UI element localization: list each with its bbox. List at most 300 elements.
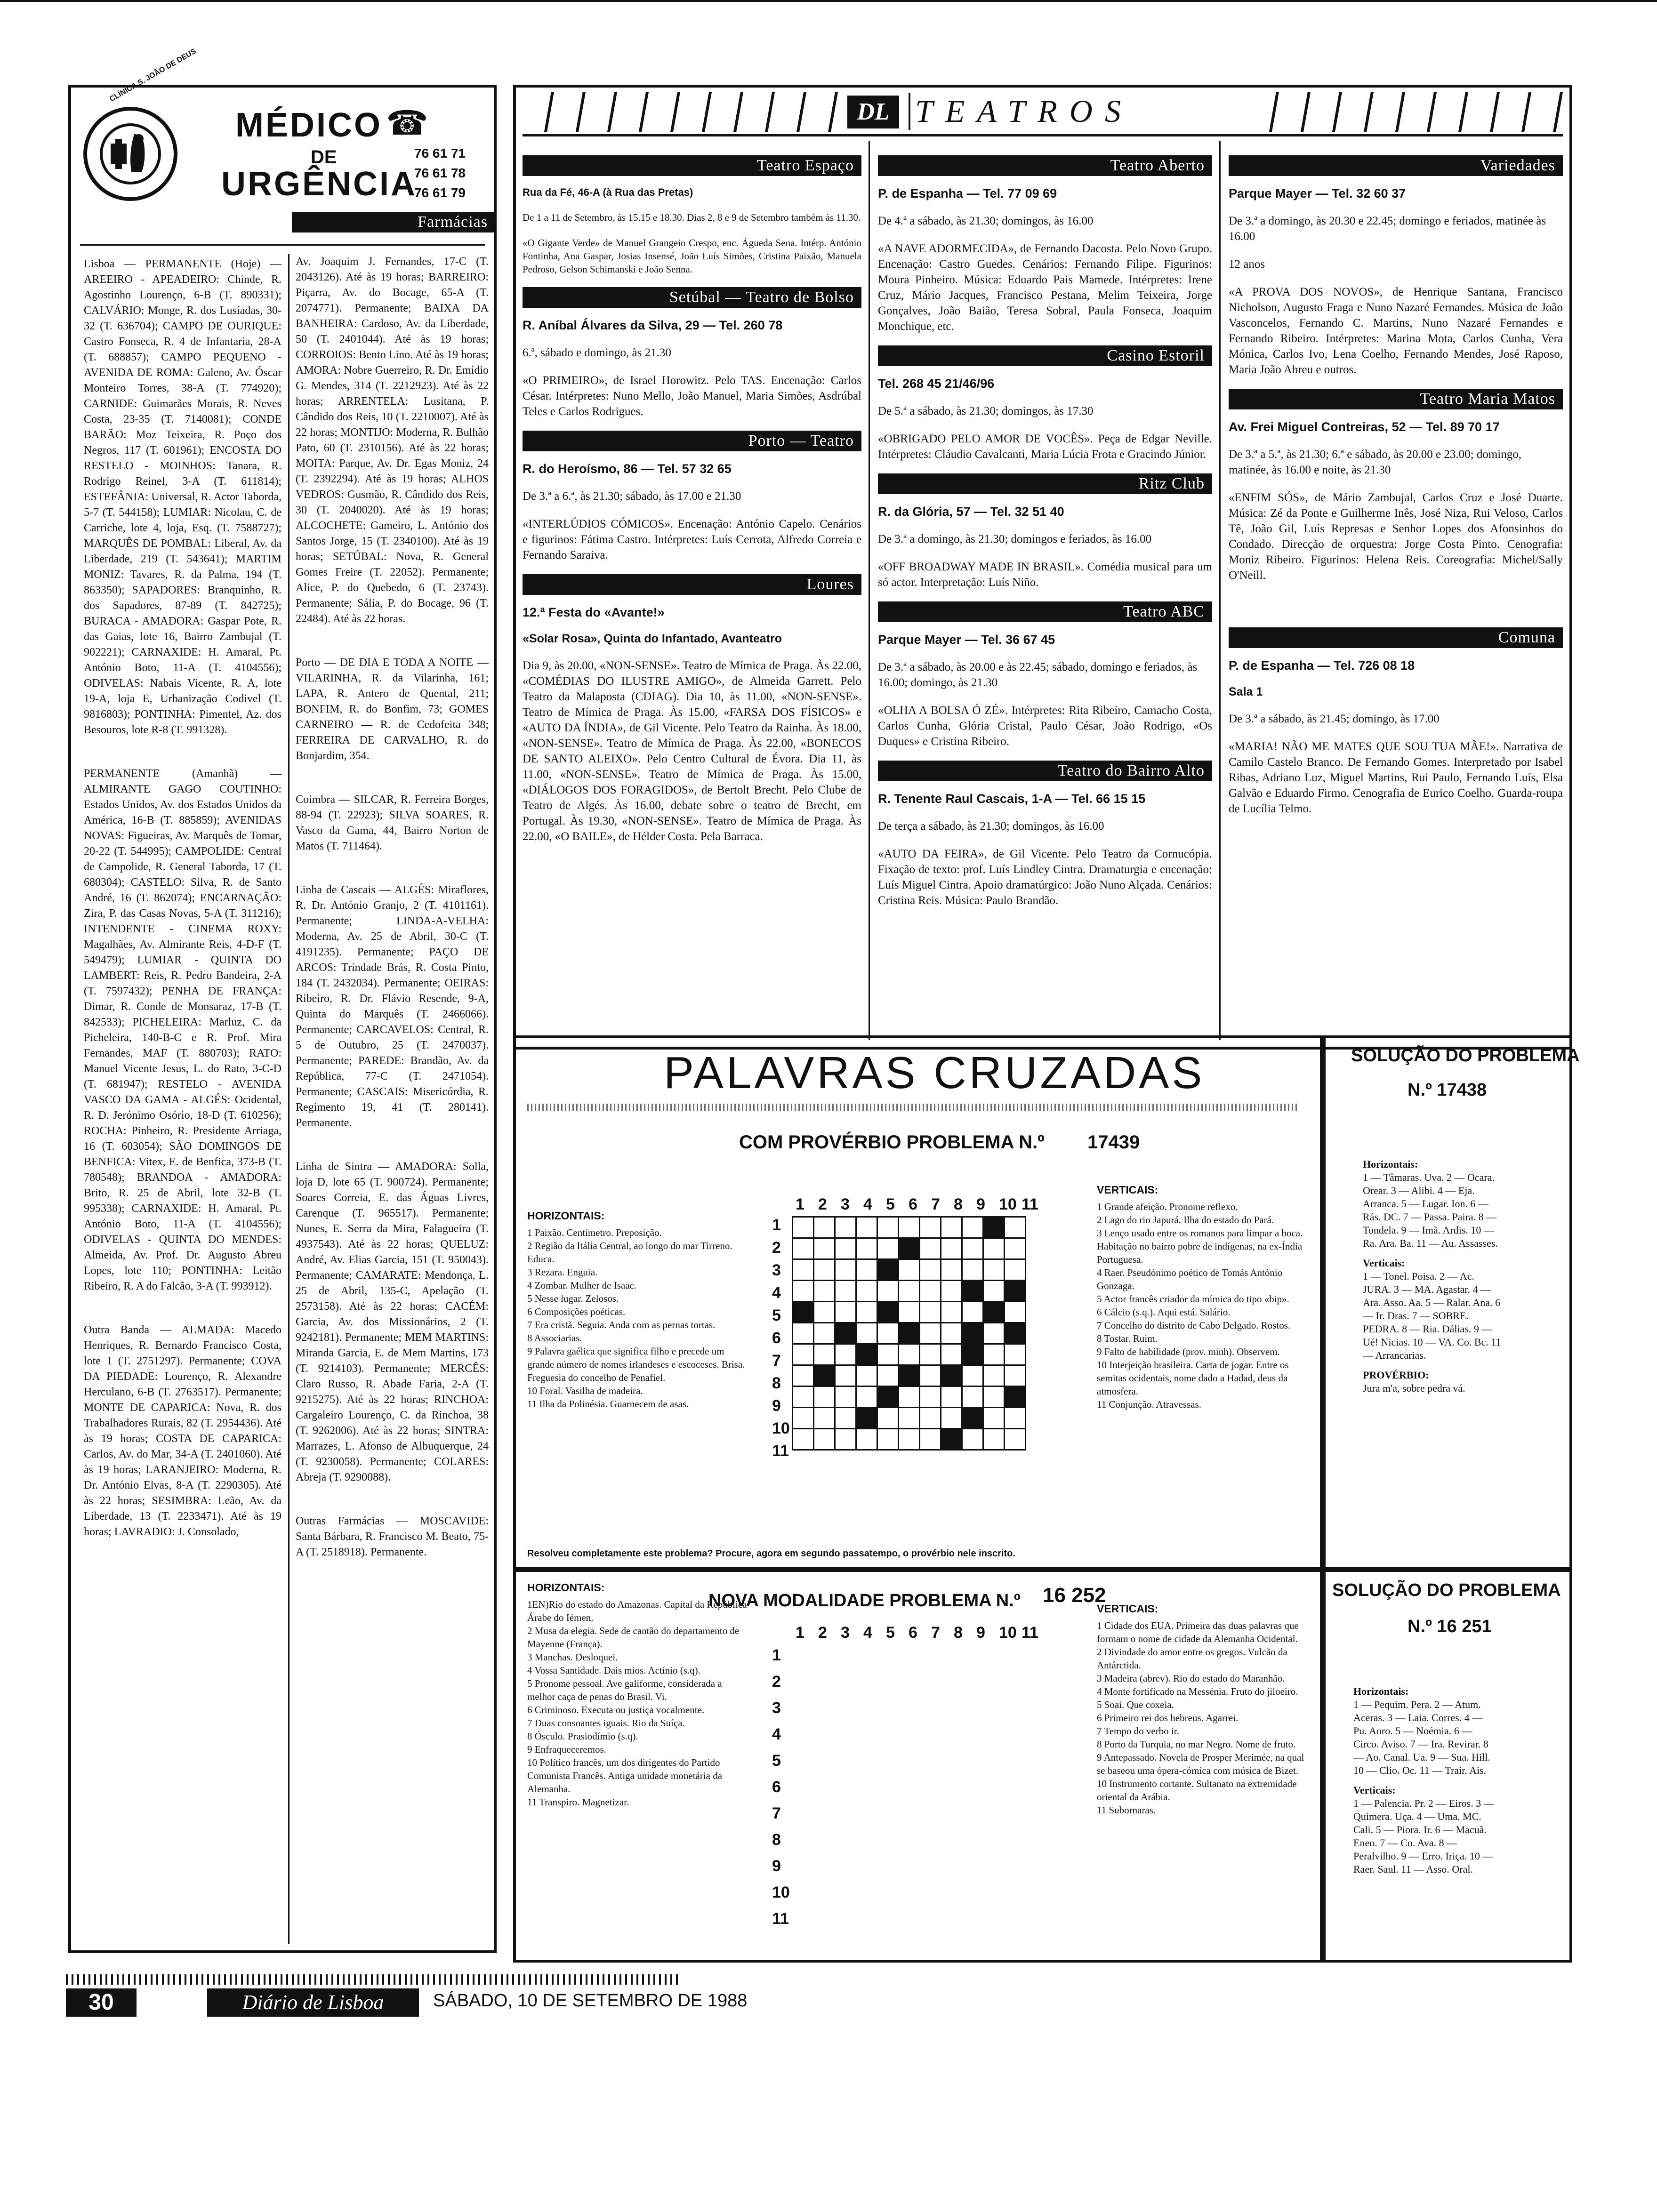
cw2-col-num: 8 (954, 1624, 963, 1642)
show-maria-matos: «ENFIM SÓS», de Mário Zambujal, Carlos Cruz e José Duarte. Música: Zé da Ponte e Guilherme Inês, José Niza, Rui Veloso, Carlos Tê, João Gil, Luís Represas e Senhor Lopes dos Afonsinhos do Condado. Direcção de orquestra: Jorge Costa Pinto. Cenografia: Moniz Ribeiro. Figurinos: Helena Reis. Coreografia: Michel/Sally O'Neill. (1229, 491, 1563, 582)
crossword-cell[interactable] (962, 1217, 983, 1238)
cw2-col-num: 4 (863, 1624, 872, 1642)
cw1-col-num: 11 (1022, 1195, 1038, 1213)
crossword-cell[interactable] (1005, 1323, 1026, 1344)
solution-2-horiz-label: Horizontais: (1353, 1685, 1409, 1697)
teatros-logo: DL (847, 96, 899, 128)
crossword-cell[interactable] (983, 1323, 1005, 1344)
phone-icon: ☎ (386, 103, 428, 143)
crossword-cell[interactable] (962, 1365, 983, 1387)
sched-loures: «Solar Rosa», Quinta do Infantado, Avanteatro (523, 632, 782, 645)
cw1-vert-clue: 11 Conjunção. Atravessas. (1097, 1399, 1202, 1410)
teatros-col-2 (878, 151, 1212, 1040)
crossword-cell[interactable] (877, 1387, 899, 1408)
medico-title: MÉDICO (235, 106, 382, 144)
cw1-row-num: 1 (772, 1216, 781, 1234)
crossword-cell[interactable] (941, 1217, 962, 1238)
pharmacy-porto: Porto — DE DIA E TODA A NOITE — VILARINHA, R. da Vilarinha, 161; LAPA, R. Antero de Quental, 211; BONFIM, R. do Bonfim, 73; GOMES CARNEIRO — R. de Cedofeita 348; FERREIRA DE CARVALHO, R. do Bonjardim, 354. (296, 657, 489, 762)
crossword-cell[interactable] (983, 1344, 1005, 1365)
crossword-1-vert-label: VERTICAIS: (1097, 1184, 1158, 1196)
footer-paper-name: Diário de Lisboa (207, 1988, 419, 2017)
crossword-cell[interactable] (920, 1344, 941, 1365)
crossword-1-number: 17439 (1087, 1132, 1140, 1153)
cw1-horiz-clue: 9 Palavra gaélica que significa filho e precede um grande número de nomes irlandeses e escoceses. Brisa. Freguesia do concelho de Penafiel. (527, 1346, 745, 1383)
crossword-cell[interactable] (899, 1217, 920, 1238)
sched-casino-estoril: De 5.ª a sábado, às 21.30; domingos, às 17.30 (878, 405, 1094, 417)
crossword-cell[interactable] (962, 1259, 983, 1281)
crossword-2-grid-area[interactable] (793, 1645, 1085, 1937)
crossword-cell[interactable] (1005, 1259, 1026, 1281)
show-variedades: «A PROVA DOS NOVOS», de Henrique Santana, Francisco Nicholson, Augusto Fraga e Nuno Nazaré Fernandes. Música de João Vasconcelos, Fernando C. Martins, Nuno Nazaré Fernandes e Fernando Ribeiro. Intérpretes: Marina Mota, Carlos Cunha, Vera Mónica, Carlos Ivo, Lena Coelho, Fernando Mendes, José Raposo, Maria João Abreu e outros. (1229, 286, 1563, 376)
solution-1-vert: 1 — Tonel. Poisa. 2 — Ac. JURA. 3 — MA. Agastar. 4 — Ara. Asso. Aa. 5 — Ralar. Ana. 6 — Ir. Dras. 7 — SOBRE. PEDRA. 8 — Ria. Dálias. 9 — Ué! Nicias. 10 — VA. Co. Bc. 11 — Arrancarias. (1363, 1270, 1501, 1361)
pharmacy-outras: Outras Farmácias — MOSCAVIDE: Santa Bárbara, R. Francisco M. Beato, 75-A (T. 2518918). Permanente. (296, 1515, 489, 1558)
cw2-row-num: 1 (772, 1646, 781, 1664)
crossword-cell[interactable] (899, 1387, 920, 1408)
addr-ritz-club: R. da Glória, 57 — Tel. 32 51 40 (878, 505, 1064, 519)
pharmacy-coimbra: Coimbra — SILCAR, R. Ferreira Borges, 88-94 (T. 22923); SILVA SOARES, R. Vasco da Gama, 44, Bairro Norton de Matos (T. 711464). (296, 793, 489, 852)
crossword-cell[interactable] (920, 1259, 941, 1281)
crossword-1-col-numbers (796, 1195, 1087, 1214)
footer-strip (66, 1974, 678, 1985)
crossword-cell[interactable] (962, 1302, 983, 1323)
cw1-col-num: 2 (818, 1195, 827, 1213)
crossword-cell[interactable] (814, 1217, 835, 1238)
crossword-cell[interactable] (814, 1387, 835, 1408)
bar-setubal: Setúbal — Teatro de Bolso (523, 287, 861, 308)
crossword-cell[interactable] (920, 1365, 941, 1387)
cw2-row-num: 3 (772, 1699, 781, 1717)
sched-teatro-aberto: De 4.ª a sábado, às 21.30; domingos, às 16.00 (878, 215, 1094, 227)
crossword-cell[interactable] (856, 1365, 877, 1387)
cw2-vert-clue: 10 Instrumento cortante. Sultanato na extremidade oriental da Arábia. (1097, 1778, 1297, 1803)
crossword-cell[interactable] (1005, 1238, 1026, 1259)
crossword-cell[interactable] (877, 1259, 899, 1281)
crossword-cell[interactable] (793, 1429, 814, 1450)
crossword-cell[interactable] (983, 1281, 1005, 1302)
crossword-cell[interactable] (835, 1323, 856, 1344)
cw1-vert-clue: 9 Falto de habilidade (prov. minh). Observem. (1097, 1346, 1280, 1357)
crossword-cell[interactable] (877, 1281, 899, 1302)
crossword-cell[interactable] (814, 1259, 835, 1281)
bar-ritz-club: Ritz Club (878, 473, 1212, 494)
sched-variedades: De 3.ª a domingo, às 20.30 e 22.45; domingo e feriados, matinée às 16.00 (1229, 215, 1546, 243)
crossword-banner: PALAVRAS CRUZADAS (664, 1048, 1205, 1098)
farmacias-bar: Farmácias (292, 212, 495, 232)
teatros-col-3 (1229, 151, 1563, 1040)
cw1-row-num: 6 (772, 1329, 781, 1347)
cw1-horiz-clue: 3 Rezara. Enguia. (527, 1266, 598, 1278)
crossword-cell[interactable] (983, 1387, 1005, 1408)
cw1-row-num: 4 (772, 1284, 781, 1302)
show-loures: Dia 9, às 20.00, «NON-SENSE». Teatro de Mímica de Praga. Às 22.00, «COMÉDIAS DO ILUSTRE AMIGO», de Almeida Garrett. Pelo Teatro da Malaposta (CDIAG). Dia 10, às 11.00, «NON-SENSE». Teatro de Mímica de Praga. Às 15.00, «FARSA DOS FÍSICOS» e «AUTO DA ÍNDIA», de Gil Vicente. Pelo Teatro da Rainha. Às 18.00, «NON-SENSE». Teatro de Mímica de Praga. Às 22.00, «BONECOS DE SANTO ALEIXO». Pelo Centro Cultural de Évora. Dia 11, às 11.00, «NON-SENSE». Teatro de Mímica de Praga. Às 15.00, «DIÁLOGOS DOS FORAGIDOS», de Bertolt Brecht. Pelo Clube de Teatro de Algés. Às 16.00, debate sobre o teatro de Brecht, em Portugal. Às 19.30, «NON-SENSE». Teatro de Mímica de Praga. Às 22.00, «O BAILE», de Hélder Costa. Pela Barraca. (523, 659, 861, 843)
footer-page-number: 30 (66, 1988, 137, 2017)
solution-2-vert-label: Verticais: (1353, 1784, 1396, 1796)
crossword-cell[interactable] (899, 1302, 920, 1323)
crossword-1-horiz (527, 1205, 748, 1411)
cw1-row-num: 9 (772, 1397, 781, 1415)
sched-setubal: 6.ª, sábado e domingo, às 21.30 (523, 346, 671, 359)
cw1-vert-clue: 8 Tostar. Ruim. (1097, 1333, 1158, 1344)
crossword-cell[interactable] (856, 1281, 877, 1302)
crossword-cell[interactable] (793, 1387, 814, 1408)
cw1-horiz-clue: 8 Associarias. (527, 1332, 582, 1344)
teatros-col-1 (523, 151, 861, 1040)
pharmacy-sintra: Linha de Sintra — AMADORA: Solla, loja D, lote 65 (T. 900724). Permanente; Soares Correia, E. das Águas Livres, Carenque (T. 965517). Permanente; Nunes, E. Serra da Mira, Falagueira (T. 4937543). Até às 22 horas; QUELUZ: André, Av. Elias Garcia, 151 (T. 950043). Permanente; CAMARATE: Mendonça, L. 25 de Abril, 135-C, Apelação (T. 2573158). Até às 22 horas; CACÉM: Garcia, Av. dos Missionários, 2 (T. 9242181). Permanente; MEM MARTINS: Miranda Garcia, E. de Mem Martins, 173 (T. 9214103). Permanente; MERCÊS: Claro Russo, R. Abade Faria, 2-A (T. 9215275). Até às 22 horas; RINCHOA: Cargaleiro Lourenço, C. da Rinchoa, 38 (T. 9262006). Até às 22 horas; SINTRA: Marrazes, L. Afonso de Albuquerque, 24 (T. 9230058). Permanente; COLARES: Abreja (T. 9290088). (296, 1161, 489, 1483)
crossword-cell[interactable] (920, 1217, 941, 1238)
crossword-cell[interactable] (1005, 1281, 1026, 1302)
crossword-cell[interactable] (856, 1217, 877, 1238)
crossword-cell[interactable] (814, 1408, 835, 1429)
crossword-1-row-numbers (772, 1216, 791, 1465)
addr-loures: 12.ª Festa do «Avante!» (523, 605, 665, 619)
solution-2-vert: 1 — Palencia. Pr. 2 — Eiros. 3 — Quimera. Uça. 4 — Uma. MC. Cali. 5 — Piora. Ir. 6 — Macuã. Eneo. 7 — Co. Ava. 8 — Peralvilho. 9 — Erro. Iriça. 10 — Raer. Saul. 11 — Asso. Oral. (1353, 1797, 1494, 1875)
crossword-cell[interactable] (856, 1408, 877, 1429)
pharmacy-outra-banda: Outra Banda — ALMADA: Macedo Henriques, R. Bernardo Francisco Costa, lote 1 (T. 2751297). Permanente; COVA DA PIEDADE: Lourenço, R. Alexandre Herculano, 6-B (T. 2763517). Permanente; MONTE DE CAPARICA: Nova, R. dos Trabalhadores Rurais, 82 (T. 2954436). Até às 19 horas; COSTA DE CAPARICA: Carlos, Av. do Mar, 34-A (T. 2401060). Até às 19 horas; LARANJEIRO: Moderna, R. Dr. António Elvas, 8-A (T. 2290305). Até às 22 horas; SESIMBRA: Leão, Av. da Liberdade, 13 (T. 2233471). Até às 19 horas; LAVRADIO: J. Consolado, (84, 1324, 282, 1538)
cw2-col-num: 3 (841, 1624, 850, 1642)
sched-porto: De 3.ª a 6.ª, às 21.30; sábado, às 17.00 e 21.30 (523, 490, 741, 503)
solution-2-body (1353, 1685, 1495, 1883)
bar-teatro-abc: Teatro ABC (878, 601, 1212, 622)
crossword-cell[interactable] (899, 1365, 920, 1387)
crossword-cell[interactable] (877, 1365, 899, 1387)
sala-comuna: Sala 1 (1229, 685, 1263, 698)
crossword-cell[interactable] (793, 1408, 814, 1429)
cw1-vert-clue: 5 Actor francês criador da mímica do tipo «bip». (1097, 1293, 1289, 1305)
crossword-cell[interactable] (793, 1281, 814, 1302)
cw1-col-num: 7 (931, 1195, 940, 1213)
cw1-col-num: 8 (954, 1195, 963, 1213)
crossword-cell[interactable] (877, 1217, 899, 1238)
crossword-cell[interactable] (983, 1429, 1005, 1450)
cw2-vert-clue: 1 Cidade dos EUA. Primeira das duas palavras que formam o nome de cidade da Alemanha Ocidental. (1097, 1620, 1299, 1644)
addr-teatro-aberto: P. de Espanha — Tel. 77 09 69 (878, 186, 1057, 200)
crossword-cell[interactable] (962, 1408, 983, 1429)
cw1-col-num: 6 (909, 1195, 917, 1213)
cw2-row-num: 10 (772, 1883, 790, 1901)
crossword-cell[interactable] (941, 1344, 962, 1365)
crossword-cell[interactable] (877, 1323, 899, 1344)
clinic-logo-text: CLÍNICA S. JOÃO DE DEUS (108, 47, 198, 104)
crossword-cell[interactable] (856, 1302, 877, 1323)
cw2-row-num: 9 (772, 1857, 781, 1875)
crossword-cell[interactable] (962, 1323, 983, 1344)
crossword-cell[interactable] (877, 1344, 899, 1365)
cw1-horiz-clue: 11 Ilha da Polinésia. Guarnecem de asas. (527, 1398, 689, 1410)
crossword-cell[interactable] (814, 1238, 835, 1259)
cw2-row-num: 4 (772, 1725, 781, 1743)
crossword-cell[interactable] (920, 1238, 941, 1259)
crossword-cell[interactable] (899, 1344, 920, 1365)
crossword-cell[interactable] (814, 1429, 835, 1450)
bar-bairro-alto: Teatro do Bairro Alto (878, 761, 1212, 781)
crossword-1-grid[interactable] (792, 1216, 1026, 1451)
sched-teatro-espaco: De 1 a 11 de Setembro, às 15.15 e 18.30. Dias 2, 8 e 9 de Setembro também às 11.30. (523, 212, 861, 223)
crossword-cell[interactable] (899, 1281, 920, 1302)
crossword-cell[interactable] (793, 1323, 814, 1344)
addr-casino-estoril: Tel. 268 45 21/46/96 (878, 377, 995, 391)
solution-1-proverb-label: PROVÉRBIO: (1363, 1369, 1429, 1381)
solution-2-number: N.º 16 251 (1408, 1617, 1492, 1636)
show-teatro-espaco: «O Gigante Verde» de Manuel Grangeio Crespo, enc. Águeda Sena. Intérp. António Fontinha, Ana Gaspar, Josias Insensé, João Luís Simões, Cristina Paixão, Manuela Pedroso, Gelson Schimanski e João Senna. (523, 237, 861, 275)
crossword-cell[interactable] (856, 1238, 877, 1259)
crossword-cell[interactable] (835, 1344, 856, 1365)
crossword-2-col-numbers (796, 1624, 1087, 1643)
solution-1-number: N.º 17438 (1408, 1080, 1487, 1100)
crossword-cell[interactable] (835, 1387, 856, 1408)
solution-2-title: SOLUÇÃO DO PROBLEMA (1332, 1580, 1561, 1600)
crossword-cell[interactable] (899, 1408, 920, 1429)
cw2-vert-clue: 2 Divindade do amor entre os gregos. Vulcão da Antárctida. (1097, 1646, 1287, 1671)
crossword-cell[interactable] (899, 1429, 920, 1450)
cw1-row-num: 10 (772, 1419, 790, 1437)
cw1-horiz-clue: 10 Foral. Vasilha de madeira. (527, 1385, 643, 1396)
crossword-cell[interactable] (1005, 1217, 1026, 1238)
cw2-row-num: 6 (772, 1778, 781, 1796)
addr-maria-matos: Av. Frei Miguel Contreiras, 52 — Tel. 89 70 17 (1229, 420, 1500, 434)
crossword-2-row-numbers (772, 1646, 791, 1936)
show-porto: «INTERLÚDIOS CÓMICOS». Encenação: António Capelo. Cenários e figurinos: Fátima Castro. Intérpretes: Luís Cerrota, Alfredo Correia e Fernando Saraiva. (523, 518, 861, 561)
cw2-vert-clue: 9 Antepassado. Novela de Prosper Merimée, na qual se baseou uma ópera-cómica com música de Bizet. (1097, 1752, 1304, 1776)
cw2-vert-clue: 6 Primeiro rei dos hebreus. Agarrei. (1097, 1712, 1239, 1723)
crossword-cell[interactable] (814, 1302, 835, 1323)
crossword-cell[interactable] (941, 1408, 962, 1429)
crossword-cell[interactable] (920, 1429, 941, 1450)
crossword-cell[interactable] (899, 1259, 920, 1281)
crossword-cell[interactable] (835, 1302, 856, 1323)
cw2-row-num: 5 (772, 1752, 781, 1770)
cw2-col-num: 5 (886, 1624, 895, 1642)
sched-teatro-abc: De 3.ª a sábado, às 20.00 e às 22.45; sábado, domingo e feriados, às 16.00; domingo, às 21.30 (878, 661, 1198, 689)
crossword-cell[interactable] (856, 1323, 877, 1344)
crossword-cell[interactable] (920, 1302, 941, 1323)
crossword-cell[interactable] (983, 1217, 1005, 1238)
cw1-row-num: 2 (772, 1239, 781, 1257)
cw2-vert-clue: 11 Subornaras. (1097, 1804, 1156, 1816)
cw2-col-num: 9 (976, 1624, 985, 1642)
cw1-horiz-clue: 6 Composições poéticas. (527, 1306, 626, 1317)
sched-bairro-alto: De terça a sábado, às 21.30; domingos, às 16.00 (878, 820, 1104, 833)
cw1-row-num: 8 (772, 1374, 781, 1392)
crossword-cell[interactable] (1005, 1344, 1026, 1365)
crossword-cell[interactable] (920, 1323, 941, 1344)
crossword-cell[interactable] (835, 1238, 856, 1259)
crossword-cell[interactable] (983, 1408, 1005, 1429)
crossword-cell[interactable] (941, 1387, 962, 1408)
crossword-cell[interactable] (793, 1344, 814, 1365)
cw2-col-num: 2 (818, 1624, 827, 1642)
pharmacy-col-2 (296, 254, 489, 1944)
cw1-horiz-clue: 7 Era cristã. Seguia. Anda com as pernas tortas. (527, 1319, 716, 1330)
cw1-horiz-clue: 2 Região da Itália Central, ao longo do mar Tirreno. Educa. (527, 1240, 732, 1265)
crossword-2-vert-label: VERTICAIS: (1097, 1603, 1158, 1615)
crossword-cell[interactable] (814, 1323, 835, 1344)
crossword-cell[interactable] (1005, 1302, 1026, 1323)
crossword-cell[interactable] (877, 1429, 899, 1450)
medico-phone-2: 76 61 78 (414, 166, 466, 180)
crossword-cell[interactable] (877, 1238, 899, 1259)
crossword-cell[interactable] (856, 1344, 877, 1365)
cw1-row-num: 7 (772, 1352, 781, 1370)
cw1-col-num: 1 (796, 1195, 804, 1213)
crossword-cell[interactable] (856, 1259, 877, 1281)
solution-1-horiz-label: Horizontais: (1363, 1158, 1418, 1170)
crossword-1-horiz-label: HORIZONTAIS: (527, 1210, 605, 1222)
cw2-horiz-clue: 3 Manchas. Desloquei. (527, 1651, 618, 1663)
crossword-cell[interactable] (962, 1387, 983, 1408)
crossword-cell[interactable] (856, 1387, 877, 1408)
bar-comuna: Comuna (1229, 627, 1563, 648)
crossword-cell[interactable] (941, 1302, 962, 1323)
crossword-cell[interactable] (941, 1259, 962, 1281)
crossword-cell[interactable] (941, 1238, 962, 1259)
cw2-horiz-clue: 11 Transpiro. Magnetizar. (527, 1796, 629, 1808)
show-ritz-club: «OFF BROADWAY MADE IN BRASIL». Comédia musical para um só actor. Interpretação: Luís Niño. (878, 561, 1212, 589)
pharmacy-lisboa-today: Lisboa — PERMANENTE (Hoje) — AREEIRO - APEADEIRO: Chinde, R. Agostinho Lourenço, 6-B (T. 890331); CALVÁRIO: Monge, R. dos Lusíadas, 30-32 (T. 636704); CAMPO DE OURIQUE: Castro Fonseca, R. 4 de Infantaria, 28-A (T. 688857); CAMPO PEQUENO - AVENIDA DE ROMA: Galeno, Av. Óscar Monteiro Torres, 38-A (T. 774920); CARNIDE: Guimarães Morais, R. Neves Costa, 23-35 (T. 7140081); CONDE BARÃO: Moz Teixeira, R. Poço dos Negros, 117 (T. 601961); ENCOSTA DO RESTELO - MOINHOS: Tanara, R. Rodrigo Reinel, 3-A (T. 611814); ESTEFÂNIA: Universal, R. Actor Taborda, 5-7 (T. 544158); LUMIAR: Nicolau, C. de Carriche, lote 4, loja, Esq. (T. 7588727); MARQUÊS DE POMBAL: Liberal, Av. da Liberdade, 219 (T. 543641); MARTIM MONIZ: Tavares, R. da Palma, 194 (T. 863350); SAPADORES: Branquinho, R. dos Sapadores, 87-89 (T. 842725); BURACA - AMADORA: Gaspar Pote, R. das Gaias, lote 16, Bairro Zambujal (T. 902221); CARNAXIDE: H. Amaral, Pt. António Boto, 11-A (T. 4104556); ODIVELAS: Nabais Vicente, R. A, lote 19-A, loja E, Urbanização Codivel (T. 9816803); PONTINHA: Pimentel, Az. dos Besouros, lote R-8 (T. 991328). (84, 258, 282, 736)
show-casino-estoril: «OBRIGADO PELO AMOR DE VOCÊS». Peça de Edgar Neville. Intérpretes: Cláudio Cavalcanti, Maria Lúcia Frota e Gracindo Júnior. (878, 433, 1212, 461)
crossword-2-vert (1097, 1598, 1313, 1817)
cw2-col-num: 10 (999, 1624, 1017, 1642)
crossword-cell[interactable] (962, 1429, 983, 1450)
crossword-cell[interactable] (920, 1408, 941, 1429)
crossword-cell[interactable] (856, 1429, 877, 1450)
crossword-cell[interactable] (983, 1259, 1005, 1281)
cw1-row-num: 11 (772, 1442, 789, 1460)
crossword-cell[interactable] (793, 1238, 814, 1259)
crossword-cell[interactable] (962, 1344, 983, 1365)
pharmacy-col-1 (84, 256, 282, 1946)
cw2-horiz-clue: 8 Ósculo. Prasiodímio (s.q). (527, 1731, 638, 1742)
crossword-cell[interactable] (835, 1281, 856, 1302)
crossword-cell[interactable] (835, 1259, 856, 1281)
show-comuna: «MARIA! NÃO ME MATES QUE SOU TUA MÃE!». Narrativa de Camilo Castelo Branco. De Fernando Gomes. Interpretado por Isabel Ribas, Adriano Luz, Miguel Martins, Rui Paulo, Fernando Luís, Elsa Galvão e Eduardo Firmo. Cenografia de Eurico Coelho. Guarda-roupa de Lucília Telmo. (1229, 740, 1563, 815)
clinic-logo (82, 106, 179, 202)
bar-casino-estoril: Casino Estoril (878, 345, 1212, 366)
show-bairro-alto: «AUTO DA FEIRA», de Gil Vicente. Pelo Teatro da Cornucópia. Fixação de texto: prof. Luís Lindley Cintra. Dramaturgia e encenação: Luís Miguel Cintra. Apoio dramatúrgico: João Nuno Alçada. Cenários: Cristina Reis. Música: Paulo Brandão. (878, 848, 1212, 907)
addr-teatro-espaco: Rua da Fé, 46-A (à Rua das Pretas) (523, 186, 693, 198)
bar-porto: Porto — Teatro (523, 431, 861, 451)
medico-phone-1: 76 61 71 (414, 146, 466, 160)
cw2-horiz-clue: 1EN)Rio do estado do Amazonas. Capital da República Árabe do Iémen. (527, 1599, 747, 1623)
addr-variedades: Parque Mayer — Tel. 32 60 37 (1229, 186, 1406, 200)
cw2-col-num: 11 (1022, 1624, 1038, 1642)
crossword-cell[interactable] (793, 1302, 814, 1323)
crossword-cell[interactable] (877, 1408, 899, 1429)
cw2-vert-clue: 8 Porto da Turquia, no mar Negro. Nome de fruto. (1097, 1739, 1296, 1750)
cw1-col-num: 5 (886, 1195, 895, 1213)
addr-porto: R. do Heroísmo, 86 — Tel. 57 32 65 (523, 462, 732, 476)
addr-setubal: R. Aníbal Álvares da Silva, 29 — Tel. 260 78 (523, 318, 783, 332)
crossword-cell[interactable] (835, 1217, 856, 1238)
crossword-cell[interactable] (941, 1365, 962, 1387)
solution-2-horiz: 1 — Pequim. Pera. 2 — Atum. Aceras. 3 — Laia. Corres. 4 — Pu. Aoro. 5 — Noémia. 6 — Circo. Aviso. 7 — Ira. Revirar. 8 — Ao. Canal. Ua. 9 — Sua. Hill. 10 — Clio. Oc. 11 — Trair. Ais. (1353, 1699, 1490, 1776)
crossword-cell[interactable] (941, 1429, 962, 1450)
pharmacy-outra-banda-cont: Av. Joaquim J. Fernandes, 17-C (T. 2043126). Até às 19 horas; BARREIRO: Piçarra, Av. do Bocage, 65-A (T. 2074771). Permanente; BAIXA DA BANHEIRA: Cardoso, Av. da Liberdade, 50 (T. 2401044). Até às 19 horas; CORROIOS: Bento Lino. Até às 19 horas; AMORA: Nobre Guerreiro, R. Dr. Emídio G. Mendes, 314 (T. 2212923). Até às 22 horas; ARRENTELA: Lusitana, P. Cândido dos Reis, 10 (T. 2210007). Até às 22 horas; MONTIJO: Moderna, R. Bulhão Pato, 60 (T. 2310156). Até às 22 horas; MOITA: Parque, Av. Dr. Egas Moniz, 24 (T. 2392294). Até às 19 horas; ALHOS VEDROS: Gusmão, R. Cândido dos Reis, 30 (T. 2040020). Até às 19 horas; ALCOCHETE: Gameiro, L. António dos Santos Jorge, 15 (T. 2340100). Até às 19 horas; SETÚBAL: Nova, R. General Gomes Freire (T. 22052). Permanente; Alice, P. do Quebedo, 6 (T. 23743). Permanente; Sália, P. do Bocage, 96 (T. 22484). Até às 22 horas. (296, 256, 489, 625)
crossword-cell[interactable] (941, 1281, 962, 1302)
crossword-cell[interactable] (793, 1365, 814, 1387)
crossword-1-footer: Resolveu completamente este problema? Procure, agora em segundo passatempo, o provérbio nele inscrito. (527, 1548, 1015, 1559)
crossword-cell[interactable] (793, 1217, 814, 1238)
cw1-vert-clue: 10 Interjeição brasileira. Carta de jogar. Entre os semitas ocidentais, nome dado a Hadad, deus da atmosfera. (1097, 1359, 1289, 1397)
crossword-cell[interactable] (1005, 1429, 1026, 1450)
cw2-vert-clue: 7 Tempo do verbo ir. (1097, 1725, 1179, 1737)
crossword-cell[interactable] (835, 1365, 856, 1387)
cw2-horiz-clue: 5 Pronome pessoal. Ave galiforme, considerada a melhor caça de penas do Brasil. Vi. (527, 1678, 722, 1702)
crossword-cell[interactable] (983, 1365, 1005, 1387)
crossword-cell[interactable] (983, 1302, 1005, 1323)
crossword-2-title: NOVA MODALIDADE PROBLEMA N.º (708, 1591, 1021, 1611)
pharmacy-lisboa-tomorrow: PERMANENTE (Amanhã) — ALMIRANTE GAGO COUTINHO: Estados Unidos, Av. dos Estados Unidos da América, 16-B (T. 885859); AVENIDAS NOVAS: Figueiras, Av. Marquês de Tomar, 20-22 (T. 544995); CAMPOLIDE: Central de Campolide, R. General Taborda, 17 (T. 680304); CASTELO: Silva, R. de Santo André, 16 (T. 862074); ENCARNAÇÃO: Zira, P. das Casas Novas, 5-A (T. 311216); INTENDENTE - CINEMA ROXY: Magalhães, Av. Almirante Reis, 4-D-F (T. 549479); LUMIAR - QUINTA DO LAMBERT: Reis, R. Pedro Bandeira, 2-A (T. 7597432); PENHA DE FRANÇA: Dimar, R. Conde de Monsaraz, 17-B (T. 842533); PICHELEIRA: Marluz, C. da Picheleira, 140-B-C e R. Prof. Mira Fernandes, MAF (T. 880703); RATO: Manuel Vicente Jesus, L. do Rato, 3-C-D (T. 681947); RESTELO - AVENIDA VASCO DA GAMA - ALGÉS: Ocidental, R. D. Jerónimo Osório, 18-D (T. 610256); ROCHA: Pinheiro, R. Presidente Arriaga, 16 (T. 603054); SÃO DOMINGOS DE BENFICA: Vitex, E. de Benfica, 373-B (T. 780548); BRANDOA - AMADORA: Brito, R. 25 de Abril, lote 32-B (T. 995338); CARNAXIDE: H. Amaral, Pt. António Boto, 11-A (T. 4104556); ODIVELAS - QUINTA DO MENDES: Almeida, Av. Prof. Dr. Augusto Abreu Lopes, lote 110; PONTINHA: Leitão Ribeiro, R. A do Falcão, 3-A (T. 993912). (84, 768, 282, 1292)
show-setubal: «O PRIMEIRO», de Israel Horowitz. Pelo TAS. Encenação: Carlos César. Intérpretes: Nuno Mello, João Manuel, Maria Simões, Asdrúbal Teles e Carlos Rodrigues. (523, 374, 861, 418)
cw2-horiz-clue: 2 Musa da elegia. Sede de cantão do departamento de Mayenne (França). (527, 1625, 740, 1650)
crossword-cell[interactable] (835, 1429, 856, 1450)
crossword-cell[interactable] (835, 1408, 856, 1429)
bar-loures: Loures (523, 574, 861, 595)
addr-teatro-abc: Parque Mayer — Tel. 36 67 45 (878, 633, 1055, 647)
crossword-cell[interactable] (962, 1281, 983, 1302)
crossword-cell[interactable] (814, 1281, 835, 1302)
teatros-header (523, 92, 1563, 136)
cw1-vert-clue: 3 Lenço usado entre os romanos para limpar a boca. Habitação no bairro pobre de indígenas, na ex-Índia Portuguesa. (1097, 1227, 1303, 1265)
bar-teatro-espaco: Teatro Espaço (523, 155, 861, 176)
cw2-row-num: 11 (772, 1910, 789, 1928)
solution-1-proverb: Jura m'a, sobre pedra vá. (1363, 1382, 1465, 1394)
sched-maria-matos: De 3.ª a 5.ª, às 21.30; 6.ª e sábado, às 20.00 e 23.00; domingo, matinée, às 16.00 e noite, às 21.30 (1229, 448, 1521, 476)
cw1-horiz-clue: 4 Zombar. Mulher de Isaac. (527, 1280, 637, 1291)
crossword-cell[interactable] (1005, 1408, 1026, 1429)
cw1-row-num: 3 (772, 1261, 781, 1279)
cw1-horiz-clue: 1 Paixão. Centímetro. Preposição. (527, 1227, 662, 1238)
crossword-cell[interactable] (793, 1259, 814, 1281)
solution-1-horiz: 1 — Tâmaras. Uva. 2 — Ocara. Orear. 3 — Alibi. 4 — Eja. Arranca. 5 — Lugar. Ion. 6 — Rás. DC. 7 — Passa. Paira. 8 — Tondela. 9 — Imã. Ardis. 10 — Ra. Ara. Ba. 11 — Au. Assasses. (1363, 1171, 1498, 1249)
bar-maria-matos: Teatro Maria Matos (1229, 389, 1563, 409)
crossword-cell[interactable] (877, 1302, 899, 1323)
footer-date: SÁBADO, 10 DE SETEMBRO DE 1988 (433, 1991, 748, 2011)
cw1-vert-clue: 4 Raer. Pseudónimo poético de Tomás António Gonzaga. (1097, 1267, 1283, 1291)
medico-de: DE (311, 147, 337, 168)
cw1-vert-clue: 7 Concelho do distrito de Cabo Delgado. Rostos. (1097, 1320, 1291, 1331)
crossword-cell[interactable] (962, 1238, 983, 1259)
cw2-vert-clue: 4 Monte fortificado na Messénia. Fruto do jiloeiro. (1097, 1686, 1298, 1697)
cw1-col-num: 9 (976, 1195, 985, 1213)
clinic-logo-icon (82, 106, 179, 202)
bar-teatro-aberto: Teatro Aberto (878, 155, 1212, 176)
age-variedades: 12 anos (1229, 258, 1265, 271)
crossword-cell[interactable] (941, 1323, 962, 1344)
crossword-cell[interactable] (814, 1365, 835, 1387)
crossword-2-number: 16 252 (1043, 1584, 1106, 1607)
crossword-cell[interactable] (983, 1238, 1005, 1259)
crossword-cell[interactable] (920, 1387, 941, 1408)
crossword-cell[interactable] (899, 1323, 920, 1344)
crossword-cell[interactable] (1005, 1387, 1026, 1408)
show-teatro-abc: «OLHA A BOLSA Ó ZÉ». Intérpretes: Rita Ribeiro, Camacho Costa, Carlos Cunha, Glória Cristal, Paulo César, João Rodrigo, «Os Duques» e Cristina Ribeiro. (878, 704, 1212, 748)
solution-1-vert-label: Verticais: (1363, 1257, 1405, 1269)
solution-1-body (1363, 1158, 1504, 1402)
bar-variedades: Variedades (1229, 155, 1563, 176)
crossword-cell[interactable] (920, 1281, 941, 1302)
cw2-vert-clue: 5 Soai. Que coxeia. (1097, 1699, 1174, 1710)
show-teatro-aberto: «A NAVE ADORMECIDA», de Fernando Dacosta. Pelo Novo Grupo. Encenação: Castro Guedes. Cenários: Fernando Filipe. Figurinos: Moura Pinheiro. Música: Eduardo Pais Mamede. Intérpretes: Irene Cruz, Mário Jacques, Francisco Pestana, Melim Teixeira, Jorge Gonçalves, João Baião, Teresa Sobral, Paula Fonseca, Joaquim Monchique, etc. (878, 242, 1212, 333)
crossword-cell[interactable] (1005, 1365, 1026, 1387)
sched-comuna: De 3.ª a sábado, às 21.45; domingo, às 17.00 (1229, 713, 1440, 725)
cw2-horiz-clue: 4 Vossa Santidade. Dais mios. Actínio (s.q). (527, 1665, 700, 1676)
cw2-horiz-clue: 9 Enfraqueceremos. (527, 1744, 606, 1755)
cw2-horiz-clue: 7 Duas consoantes iguais. Rio da Suíça. (527, 1717, 685, 1729)
crossword-cell[interactable] (814, 1344, 835, 1365)
crossword-cell[interactable] (899, 1238, 920, 1259)
solution-1-title: SOLUÇÃO DO PROBLEMA (1351, 1046, 1580, 1066)
cw1-vert-clue: 1 Grande afeição. Pronome reflexo. (1097, 1201, 1238, 1212)
